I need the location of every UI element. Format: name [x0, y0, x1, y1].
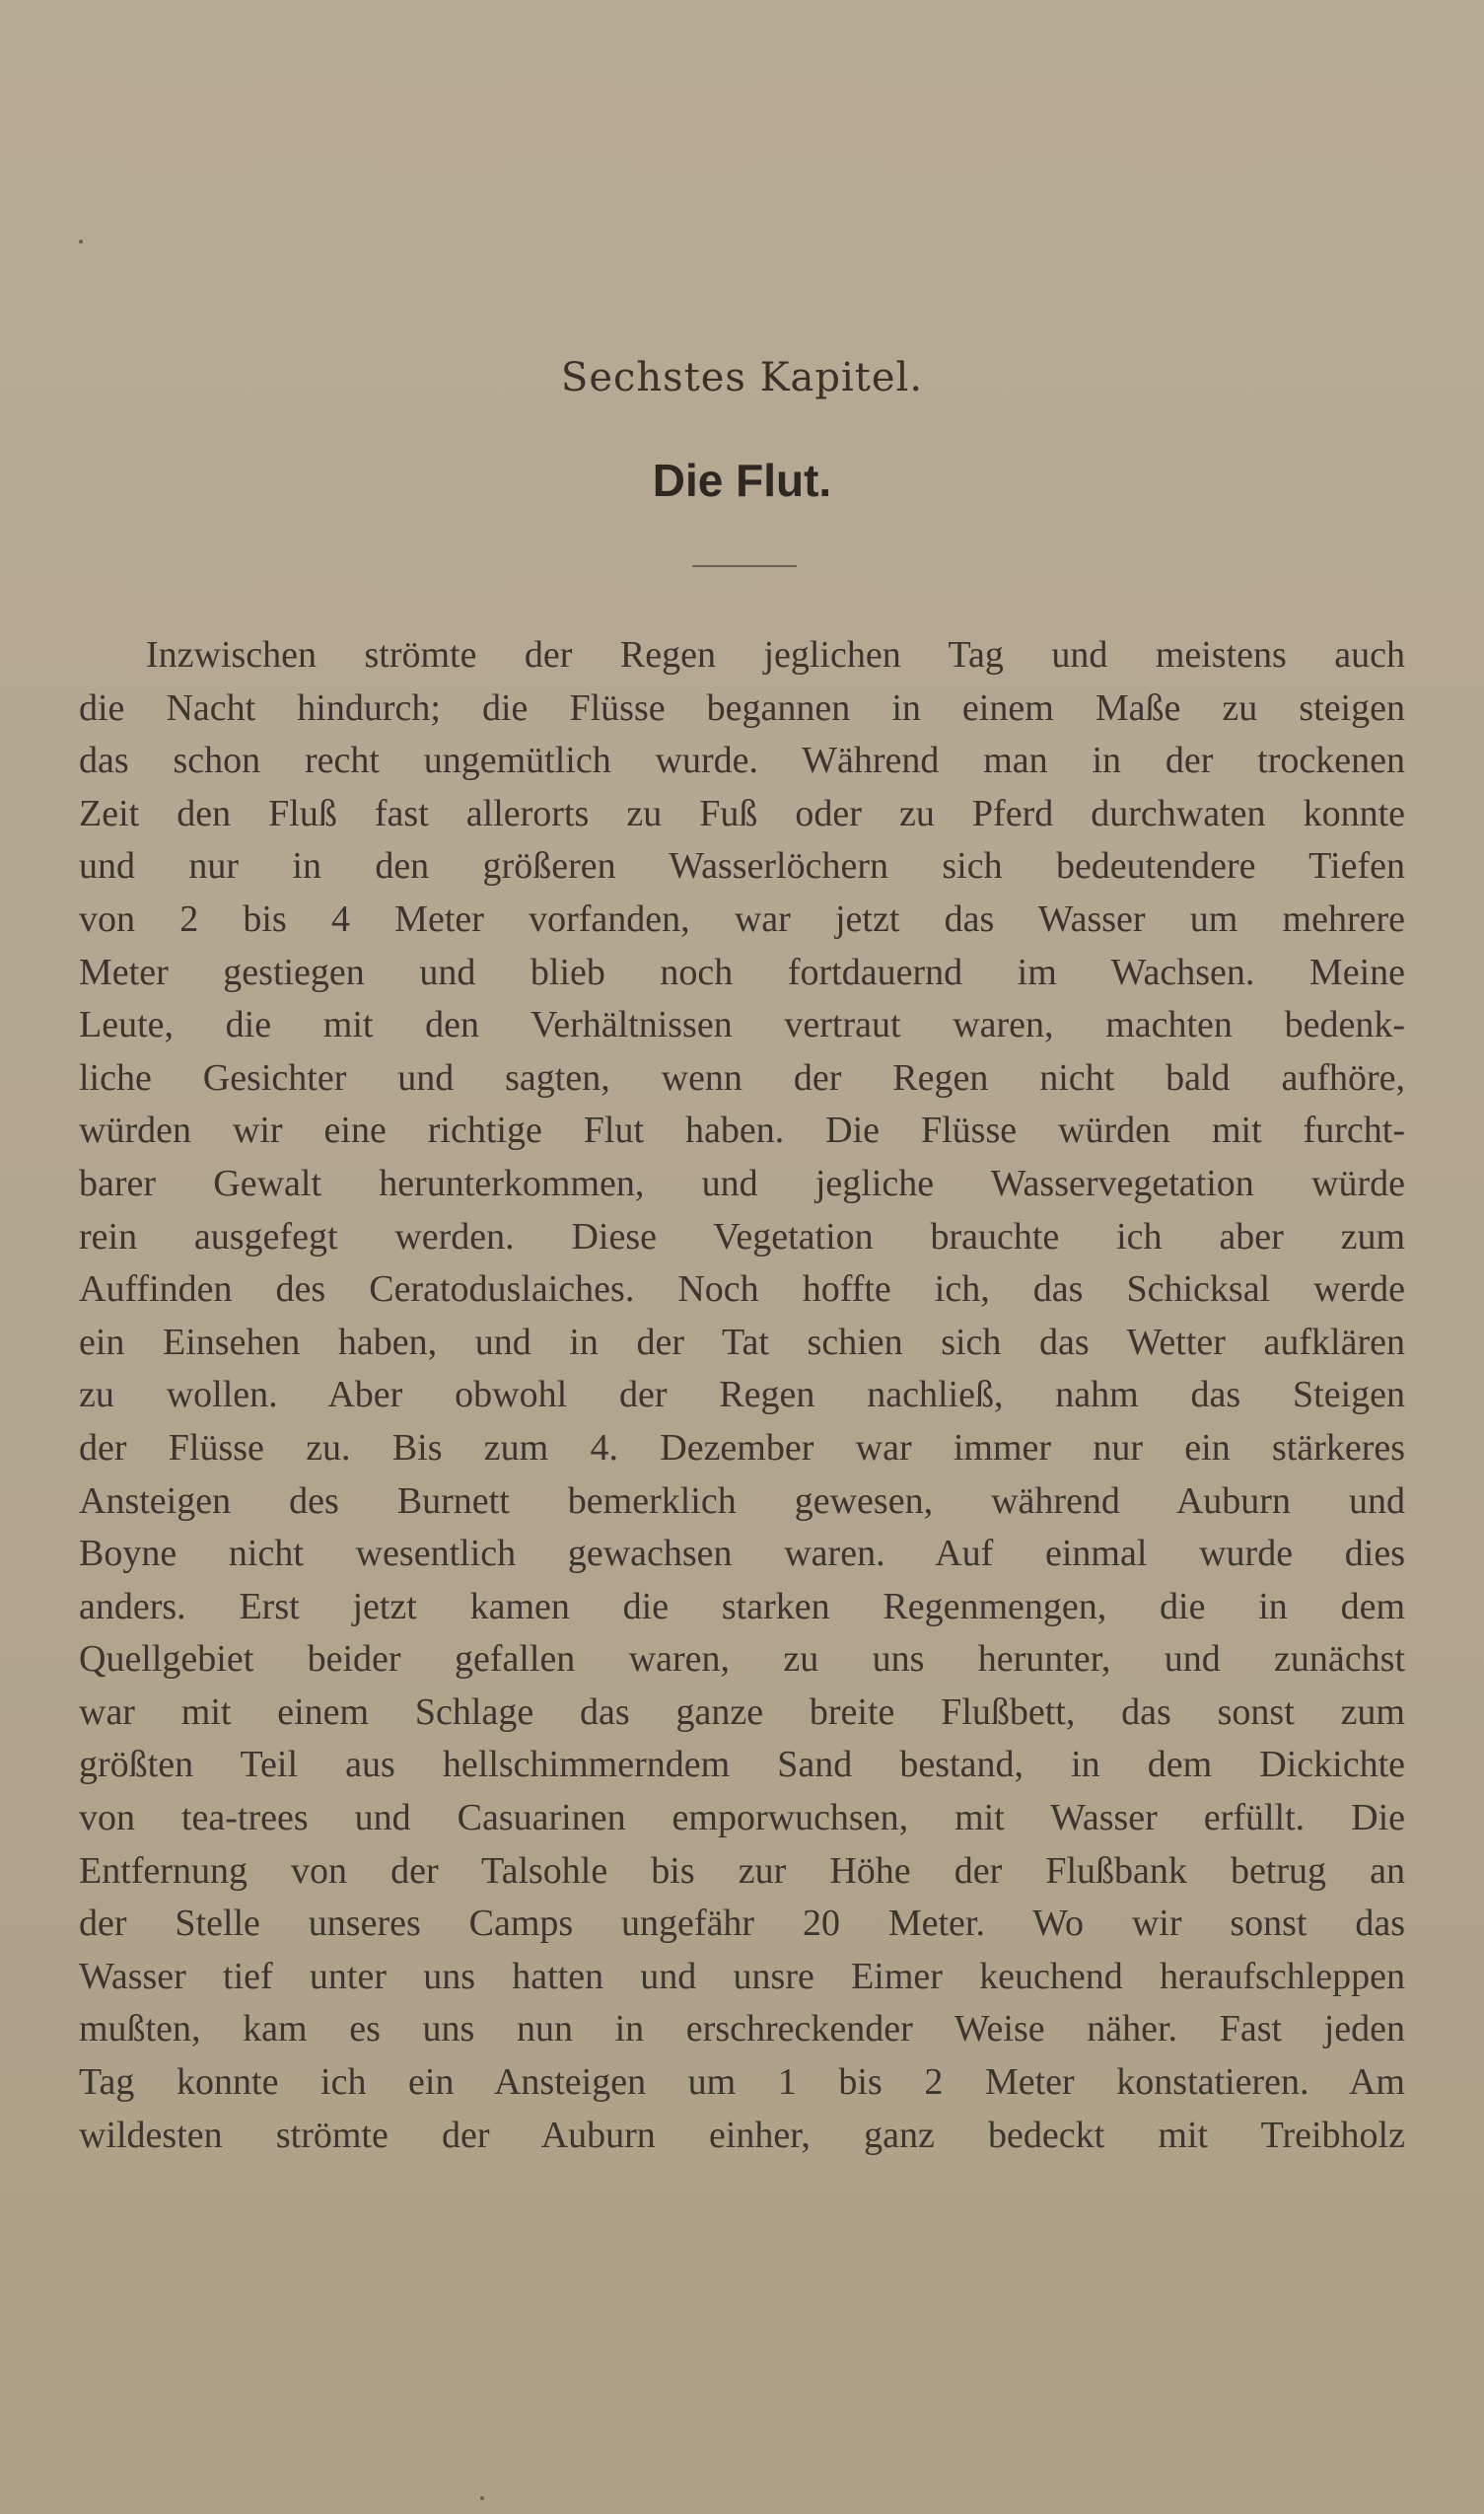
text-line: ein Einsehen haben, und in der Tat schien sich das Wetter aufklären [79, 1321, 1405, 1363]
text-line: Inzwischen strömte der Regen jeglichen Tag und meistens auch [146, 634, 1405, 676]
paper-speck [480, 2496, 484, 2500]
text-line: liche Gesichter und sagten, wenn der Regen nicht bald aufhöre, [79, 1056, 1405, 1099]
text-line: anders. Erst jetzt kamen die starken Regenmengen, die in dem [79, 1585, 1405, 1627]
text-line: die Nacht hindurch; die Flüsse begannen in einem Maße zu steigen [79, 686, 1405, 729]
text-line: Ansteigen des Burnett bemerklich gewesen, während Auburn und [79, 1479, 1405, 1522]
section-divider [692, 565, 797, 567]
text-line: rein ausgefegt werden. Diese Vegetation brauchte ich aber zum [79, 1215, 1405, 1257]
text-line: das schon recht ungemütlich wurde. Während man in der trockenen [79, 740, 1405, 782]
text-line: barer Gewalt herunterkommen, und jegliche Wasservegetation würde [79, 1162, 1405, 1204]
text-line: größten Teil aus hellschimmerndem Sand bestand, in dem Dickichte [79, 1744, 1405, 1786]
text-line: von 2 bis 4 Meter vorfanden, war jetzt das Wasser um mehrere [79, 898, 1405, 940]
text-line: Meter gestiegen und blieb noch fortdauernd im Wachsen. Meine [79, 951, 1405, 993]
text-line: von tea-trees und Casuarinen emporwuchsen, mit Wasser erfüllt. Die [79, 1797, 1405, 1839]
chapter-heading: Sechstes Kapitel. [560, 355, 924, 400]
text-line: der Flüsse zu. Bis zum 4. Dezember war immer nur ein stärkeres [79, 1426, 1405, 1469]
text-line: Entfernung von der Talsohle bis zur Höhe der Flußbank betrug an [79, 1849, 1405, 1892]
text-line: und nur in den größeren Wasserlöchern sich bedeutendere Tiefen [79, 845, 1405, 888]
body-paragraph [79, 629, 1405, 2162]
text-line: Wasser tief unter uns hatten und unsre Eimer keuchend heraufschleppen [79, 1955, 1405, 1997]
text-line: würden wir eine richtige Flut haben. Die Flüsse würden mit furcht- [79, 1110, 1405, 1152]
text-line: Leute, die mit den Verhältnissen vertraut waren, machten bedenk- [79, 1004, 1405, 1046]
text-line: der Stelle unseres Camps ungefähr 20 Meter. Wo wir sonst das [79, 1903, 1405, 1945]
text-line: wildesten strömte der Auburn einher, ganz bedeckt mit Treibholz [79, 2114, 1405, 2156]
text-line: Boyne nicht wesentlich gewachsen waren. Auf einmal wurde dies [79, 1533, 1405, 1575]
text-line: Zeit den Fluß fast allerorts zu Fuß oder zu Pferd durchwaten konnte [79, 792, 1405, 834]
text-line: mußten, kam es uns nun in erschreckender Weise näher. Fast jeden [79, 2008, 1405, 2050]
text-line: Tag konnte ich ein Ansteigen um 1 bis 2 Meter konstatieren. Am [79, 2061, 1405, 2104]
text-line: war mit einem Schlage das ganze breite Flußbett, das sonst zum [79, 1690, 1405, 1733]
paper-speck [79, 240, 83, 244]
text-line: Quellgebiet beider gefallen waren, zu uns herunter, und zunächst [79, 1638, 1405, 1681]
text-line: Auffinden des Ceratoduslaiches. Noch hoffte ich, das Schicksal werde [79, 1268, 1405, 1311]
chapter-title: Die Flut. [652, 455, 832, 506]
text-line: zu wollen. Aber obwohl der Regen nachließ, nahm das Steigen [79, 1374, 1405, 1416]
